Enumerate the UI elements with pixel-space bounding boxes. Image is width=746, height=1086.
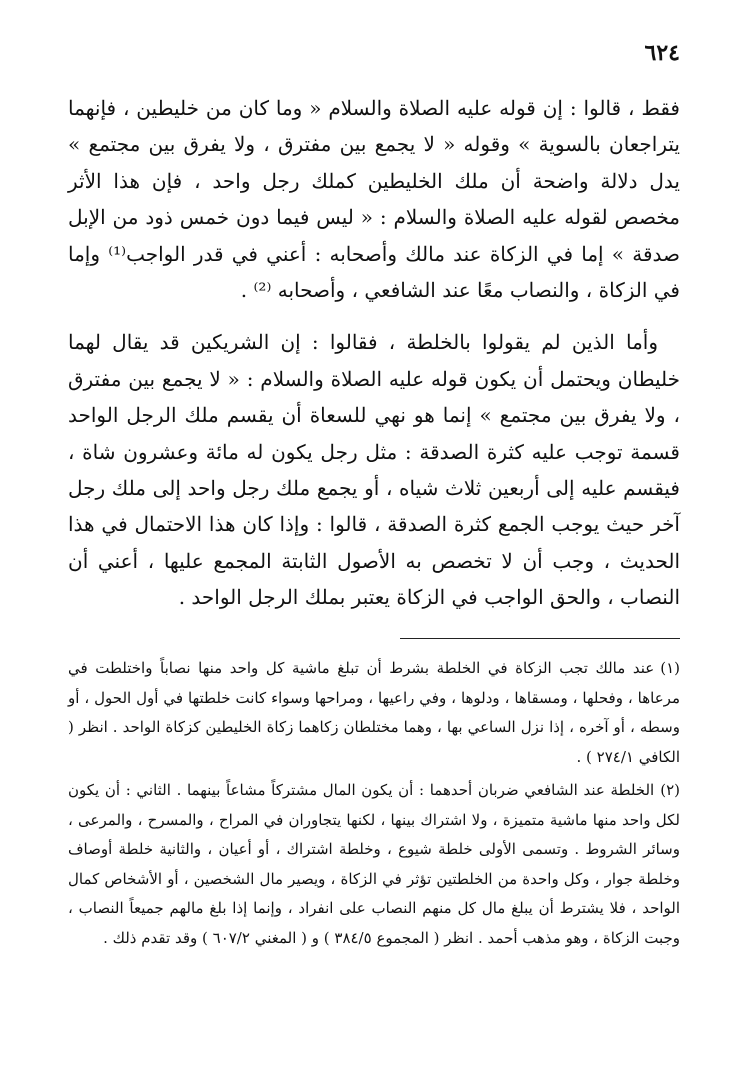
paragraph: فقط ، قالوا : إن قوله عليه الصلاة والسلام « وما كان من خليطين ، فإنهما يتراجعان بالسوية » وقوله « لا يجمع بين مفترق ، ولا يفرق بين مجتمع » يدل دلالة واضحة أن ملك الخليطين كملك رجل واحد ، فإن هذا الأثر مخصص لقوله عليه الصلاة والسلام : « ليس فيما دون خمس ذود من الإبل صدقة » إما في الزكاة عند مالك وأصحابه : أعني في قدر الواجب⁽¹⁾ وإما في الزكاة ، والنصاب معًا عند الشافعي ، وأصحابه ⁽²⁾ . (68, 96, 680, 303)
footnote (68, 776, 680, 953)
footnote-marker: (٢) (660, 781, 680, 799)
page-number: ٦٢٤ (644, 40, 680, 66)
paragraph: وأما الذين لم يقولوا بالخلطة ، فقالوا : إن الشريكين قد يقال لهما خليطان ويحتمل أن يكون قوله عليه الصلاة والسلام : « لا يجمع بين مفترق ، ولا يفرق بين مجتمع » إنما هو نهي للسعاة أن يقسم ملك الرجل الواحد قسمة توجب عليه كثرة الصدقة : مثل رجل يكون له مائة وعشرون شاة ، فيقسم عليه إلى أربعين ثلاث شياه ، أو يجمع ملك رجل واحد إلى ملك رجل آخر حيث يوجب الجمع كثرة الصدقة ، قالوا : وإذا كان هذا الاحتمال في هذا الحديث ، وجب أن لا تخصص به الأصول الثابتة المجمع عليها ، أعني أن النصاب ، والحق الواجب في الزكاة يعتبر بملك الرجل الواحد . (68, 330, 680, 610)
footnote-divider (400, 638, 680, 639)
footnotes (68, 654, 680, 957)
footnote-text: عند مالك تجب الزكاة في الخلطة بشرط أن تبلغ ماشية كل واحد منها نصاباً واختلطت في مرعاها ، وفحلها ، ومسقاها ، ودلوها ، وفي راعيها ، ومراحها وسواء كانت خلطتها في أول الحول ، أو وسطه ، أو آخره ، إذا نزل الساعي بها ، وهما مختلطان زكاهما زكاة الخليطين كزكاة الواحد . انظر ( الكافي ٢٧٤/١ ) . (68, 659, 680, 766)
footnote-text: الخلطة عند الشافعي ضربان أحدهما : أن يكون المال مشتركاً مشاعاً بينهما . الثاني : أن يكون لكل واحد منها ماشية متميزة ، ولا اشتراك بينها ، لكنها يتجاوران في المراح ، والمسرح ، والمرعى ، وسائر الشروط . وتسمى الأولى خلطة شيوع ، وخلطة اشتراك ، أو أعيان ، والثانية خلطة أوصاف وخلطة جوار ، وكل واحدة من الخلطتين تؤثر في الزكاة ، ويصير مال الشخصين ، أو الأشخاص كمال الواحد ، فلا يشترط أن يبلغ مال كل منهم النصاب على انفراد ، وإنما إذا بلغ مالهم جميعاً النصاب ، وجبت الزكاة ، وهو مذهب أحمد . انظر ( المجموع ٣٨٤/٥ ) و ( المغني ٦٠٧/٢ ) وقد تقدم ذلك . (68, 781, 680, 947)
main-text (68, 90, 680, 632)
footnote (68, 654, 680, 772)
footnote-marker: (١) (660, 659, 680, 677)
